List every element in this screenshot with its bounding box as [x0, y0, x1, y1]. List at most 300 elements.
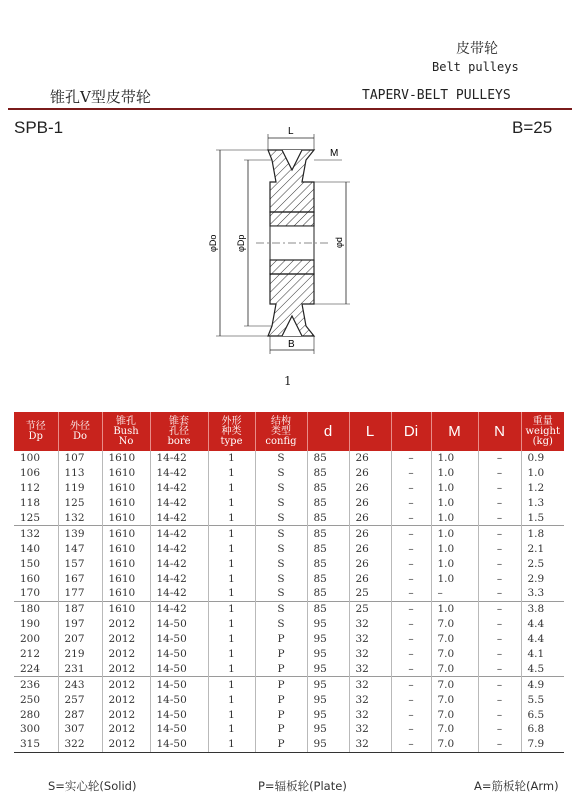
table-cell: 1.0 [431, 601, 478, 616]
table-cell: 7.0 [431, 707, 478, 722]
table-cell: S [255, 466, 307, 481]
table-cell: 14-42 [150, 526, 208, 541]
column-header-line: weight [525, 425, 561, 437]
table-cell: 2.1 [521, 541, 564, 556]
column-header-line: config [265, 435, 297, 447]
table-cell: 7.0 [431, 722, 478, 737]
column-header-line: Dp [28, 430, 43, 442]
table-cell: – [478, 737, 521, 752]
table-cell: 1 [208, 601, 255, 616]
table-cell: 32 [349, 617, 391, 632]
table-cell: – [391, 692, 431, 707]
table-cell: 26 [349, 541, 391, 556]
label-Dp: φDp [236, 234, 246, 252]
table-row [14, 451, 564, 466]
table-cell: 2012 [102, 707, 150, 722]
table-cell: 85 [307, 556, 349, 571]
table-cell: – [391, 586, 431, 601]
table-cell: 32 [349, 692, 391, 707]
table-cell: 95 [307, 617, 349, 632]
table-row [14, 692, 564, 707]
table-cell: 106 [20, 467, 41, 480]
table-cell: 4.4 [521, 617, 564, 632]
table-cell: 95 [307, 677, 349, 692]
table-cell: 1 [208, 466, 255, 481]
table-cell: 85 [307, 511, 349, 526]
table-cell: 1610 [102, 511, 150, 526]
table-cell: 2012 [102, 617, 150, 632]
table-row [14, 556, 564, 571]
table-cell: 300 [20, 723, 41, 736]
table-cell: 113 [58, 466, 102, 481]
table-cell: 200 [20, 633, 41, 646]
label-L: L [288, 126, 294, 137]
table-cell: 1.0 [431, 556, 478, 571]
table-cell: P [255, 737, 307, 752]
table-cell: – [478, 511, 521, 526]
table-cell: – [391, 677, 431, 692]
table-cell: 26 [349, 571, 391, 586]
column-header [255, 412, 307, 451]
table-cell: 147 [58, 541, 102, 556]
table-cell: 170 [20, 587, 41, 600]
table-cell: 212 [20, 648, 41, 661]
column-header [391, 412, 431, 451]
table-cell: 26 [349, 466, 391, 481]
column-header-line: Do [72, 430, 88, 442]
table-cell: 7.0 [431, 677, 478, 692]
table-row [14, 526, 564, 541]
section-title-en: TAPERV-BELT PULLEYS [362, 88, 511, 103]
table-cell: S [255, 617, 307, 632]
table-cell: 1.0 [521, 466, 564, 481]
table-cell: 14-42 [150, 496, 208, 511]
table-cell: 14-42 [150, 556, 208, 571]
table-cell: 95 [307, 707, 349, 722]
table-cell: 177 [58, 586, 102, 601]
column-header-line: 种类 [221, 425, 242, 437]
table-cell: S [255, 481, 307, 496]
table-cell: P [255, 692, 307, 707]
table-cell: 7.0 [431, 737, 478, 752]
table-row [14, 632, 564, 647]
table-cell: 219 [58, 647, 102, 662]
table-cell: S [255, 601, 307, 616]
table-cell: 95 [307, 737, 349, 752]
table-cell: 1610 [102, 496, 150, 511]
column-header-line: 锥套 [169, 415, 189, 427]
table-cell: 1610 [102, 466, 150, 481]
table-cell: 14-42 [150, 481, 208, 496]
table-cell: 85 [307, 451, 349, 466]
table-cell: 112 [20, 482, 41, 495]
table-row [14, 661, 564, 676]
table-cell: 32 [349, 647, 391, 662]
table-cell: 14-50 [150, 737, 208, 752]
table-cell: 95 [307, 661, 349, 676]
table-cell: 25 [349, 586, 391, 601]
table-cell: 14-42 [150, 571, 208, 586]
table-cell: 85 [307, 496, 349, 511]
table-cell: 160 [20, 572, 41, 585]
table-cell: 14-50 [150, 647, 208, 662]
table-cell: 1 [208, 647, 255, 662]
table-cell: 7.0 [431, 617, 478, 632]
table-cell: 7.0 [431, 632, 478, 647]
table-cell: 1610 [102, 586, 150, 601]
column-header [307, 412, 349, 451]
column-header [58, 412, 102, 451]
table-cell: 26 [349, 511, 391, 526]
column-header-line: 锥孔 [116, 415, 136, 427]
table-cell: 85 [307, 586, 349, 601]
table-cell: 1.0 [431, 526, 478, 541]
table-cell: 2012 [102, 647, 150, 662]
label-d: φd [334, 237, 344, 248]
table-cell: 2012 [102, 722, 150, 737]
label-B: B [288, 339, 295, 350]
table-cell: 4.4 [521, 632, 564, 647]
header-title-en: Belt pulleys [432, 60, 519, 74]
table-cell: 1.5 [521, 511, 564, 526]
table-cell: 207 [58, 632, 102, 647]
table-cell: 1 [208, 541, 255, 556]
table-cell: 6.5 [521, 707, 564, 722]
table-cell: 32 [349, 677, 391, 692]
table-cell: – [391, 632, 431, 647]
table-cell: 32 [349, 707, 391, 722]
table-cell: P [255, 707, 307, 722]
model-code: SPB-1 [14, 118, 64, 137]
table-cell: 14-50 [150, 677, 208, 692]
table-cell: – [391, 556, 431, 571]
table-cell: 307 [58, 722, 102, 737]
table-cell: P [255, 677, 307, 692]
table-cell: 1 [208, 496, 255, 511]
table-cell: 14-42 [150, 541, 208, 556]
table-cell: – [391, 617, 431, 632]
table-cell: 2012 [102, 632, 150, 647]
table-cell: 5.5 [521, 692, 564, 707]
table-cell: 14-50 [150, 707, 208, 722]
table-cell: – [431, 586, 478, 601]
table-cell: 150 [20, 557, 41, 570]
table-cell: 1.0 [431, 451, 478, 466]
table-cell: 250 [20, 693, 41, 706]
table-cell: 180 [14, 601, 58, 616]
table-cell: – [478, 722, 521, 737]
table-cell: – [478, 661, 521, 676]
table-cell: S [255, 526, 307, 541]
table-cell: 1610 [102, 526, 150, 541]
table-cell: – [478, 617, 521, 632]
table-row [14, 647, 564, 662]
column-header [208, 412, 255, 451]
label-M: M [330, 148, 339, 159]
table-cell: 85 [307, 541, 349, 556]
table-cell: – [391, 722, 431, 737]
table-cell: 3.8 [521, 601, 564, 616]
column-header-line: 孔径 [169, 425, 189, 437]
table-cell: – [478, 692, 521, 707]
table-cell: S [255, 586, 307, 601]
table-cell: 1610 [102, 451, 150, 466]
table-cell: 1 [208, 737, 255, 752]
column-header-line: 结构 [271, 415, 291, 427]
section-title-cn: 锥孔V型皮带轮 [50, 88, 151, 106]
table-cell: 1 [208, 677, 255, 692]
column-header [150, 412, 208, 451]
column-header-line: 外形 [221, 415, 242, 427]
table-cell: 95 [307, 692, 349, 707]
table-cell: 157 [58, 556, 102, 571]
table-cell: 1 [208, 586, 255, 601]
column-header [521, 412, 564, 451]
column-header-line: Bush [113, 425, 139, 437]
table-cell: – [478, 677, 521, 692]
table-cell: 32 [349, 722, 391, 737]
table-cell: 197 [58, 617, 102, 632]
table-cell: – [478, 707, 521, 722]
table-row [14, 496, 564, 511]
table-cell: 2012 [102, 677, 150, 692]
table-cell: 1610 [102, 481, 150, 496]
header-divider [8, 108, 572, 110]
table-cell: 2012 [102, 737, 150, 752]
table-cell: 1 [208, 722, 255, 737]
legend-arm: A=筋板轮(Arm) [474, 779, 559, 793]
table-cell: 1610 [102, 571, 150, 586]
table-row [14, 571, 564, 586]
table-cell: 139 [58, 526, 102, 541]
table-cell: 0.9 [521, 451, 564, 466]
table-cell: 1 [208, 632, 255, 647]
table-cell: 1.0 [431, 466, 478, 481]
column-header-line: (kg) [532, 435, 553, 447]
groove-width: B=25 [512, 118, 553, 137]
table-cell: 7.0 [431, 647, 478, 662]
column-header-line: 类型 [271, 425, 291, 437]
table-cell: 95 [307, 647, 349, 662]
table-cell: P [255, 722, 307, 737]
table-cell: 187 [58, 601, 102, 616]
table-cell: 95 [307, 722, 349, 737]
table-cell: 14-42 [150, 511, 208, 526]
table-cell: P [255, 661, 307, 676]
column-header [349, 412, 391, 451]
table-cell: – [391, 496, 431, 511]
column-header-line: 节径 [25, 420, 46, 432]
table-cell: 2.9 [521, 571, 564, 586]
table-cell: 140 [20, 542, 41, 555]
table-row [14, 466, 564, 481]
table-cell: 1.0 [431, 571, 478, 586]
table-cell: 287 [58, 707, 102, 722]
table-cell: – [478, 586, 521, 601]
table-cell: 100 [20, 452, 41, 465]
table-cell: 85 [307, 481, 349, 496]
table-header-row [14, 412, 564, 451]
table-cell: S [255, 496, 307, 511]
table-cell: – [391, 451, 431, 466]
table-cell: 3.3 [521, 586, 564, 601]
table-cell: 26 [349, 451, 391, 466]
legend-plate: P=辐板轮(Plate) [258, 779, 347, 793]
table-cell: 7.0 [431, 692, 478, 707]
table-cell: 1610 [102, 541, 150, 556]
table-row [14, 677, 564, 692]
table-cell: – [391, 541, 431, 556]
table-cell: 167 [58, 571, 102, 586]
table-cell: 85 [307, 526, 349, 541]
table-cell: 14-50 [150, 692, 208, 707]
label-Do: φDo [208, 234, 218, 252]
table-cell: 132 [14, 526, 58, 541]
table-cell: – [478, 451, 521, 466]
table-cell: 26 [349, 526, 391, 541]
specification-table [14, 412, 564, 753]
table-cell: 231 [58, 661, 102, 676]
table-cell: 4.5 [521, 661, 564, 676]
table-cell: 119 [58, 481, 102, 496]
table-cell: – [391, 601, 431, 616]
column-header-line: L [365, 422, 375, 440]
table-row [14, 601, 564, 616]
column-header-line: 外径 [70, 420, 90, 432]
table-cell: 1 [208, 451, 255, 466]
table-cell: 85 [307, 601, 349, 616]
table-cell: – [391, 511, 431, 526]
table-cell: – [478, 647, 521, 662]
column-header-line: No [118, 435, 134, 447]
table-cell: S [255, 541, 307, 556]
table-cell: 14-42 [150, 466, 208, 481]
table-cell: – [478, 601, 521, 616]
table-cell: 14-50 [150, 661, 208, 676]
table-cell: 4.1 [521, 647, 564, 662]
table-row [14, 541, 564, 556]
table-cell: 1610 [102, 556, 150, 571]
column-header [478, 412, 521, 451]
table-cell: – [478, 526, 521, 541]
table-row [14, 511, 564, 526]
column-header [102, 412, 150, 451]
table-row [14, 722, 564, 737]
table-cell: 1.0 [431, 496, 478, 511]
table-cell: 1.3 [521, 496, 564, 511]
column-header-line: N [494, 422, 505, 440]
column-header-line: Di [403, 422, 419, 440]
table-cell: 118 [20, 497, 41, 510]
table-cell: 14-42 [150, 586, 208, 601]
header-title-cn: 皮带轮 [456, 41, 498, 57]
column-header-line: 重量 [532, 415, 553, 427]
table-row [14, 586, 564, 601]
table-cell: 125 [20, 512, 41, 524]
table-cell: – [391, 647, 431, 662]
table-cell: 7.0 [431, 661, 478, 676]
table-cell: 7.9 [521, 737, 564, 752]
table-cell: 1 [208, 556, 255, 571]
table-cell: 6.8 [521, 722, 564, 737]
table-cell: S [255, 451, 307, 466]
table-cell: 1.0 [431, 541, 478, 556]
table-cell: – [391, 526, 431, 541]
table-row [14, 707, 564, 722]
table-cell: 14-50 [150, 617, 208, 632]
table-cell: – [478, 481, 521, 496]
table-cell: 14-42 [150, 451, 208, 466]
table-cell: 32 [349, 632, 391, 647]
figure-number: 1 [284, 374, 292, 388]
column-header-line: d [323, 422, 333, 440]
table-cell: 2012 [102, 661, 150, 676]
table-cell: 1 [208, 707, 255, 722]
table-cell: – [391, 571, 431, 586]
table-cell: 1 [208, 617, 255, 632]
table-cell: – [478, 632, 521, 647]
table-row [14, 617, 564, 632]
table-cell: 190 [20, 618, 41, 631]
column-header-line: bore [167, 435, 191, 447]
table-cell: 2012 [102, 692, 150, 707]
table-cell: 1 [208, 571, 255, 586]
table-cell: 1 [208, 511, 255, 526]
table-cell: – [391, 466, 431, 481]
table-cell: – [478, 541, 521, 556]
table-cell: 26 [349, 556, 391, 571]
table-row [14, 481, 564, 496]
table-cell: 14-50 [150, 632, 208, 647]
table-cell: 322 [58, 737, 102, 752]
table-cell: – [391, 707, 431, 722]
column-header [431, 412, 478, 451]
table-cell: S [255, 511, 307, 526]
table-cell: 26 [349, 481, 391, 496]
table-cell: 1610 [102, 601, 150, 616]
table-cell: 243 [58, 677, 102, 692]
table-cell: 1 [208, 481, 255, 496]
table-cell: 95 [307, 632, 349, 647]
table-cell: – [478, 556, 521, 571]
table-cell: – [391, 737, 431, 752]
table-cell: P [255, 647, 307, 662]
table-cell: 25 [349, 601, 391, 616]
table-cell: 1 [208, 692, 255, 707]
column-header-line: M [448, 422, 461, 440]
table-cell: 132 [58, 511, 102, 526]
table-cell: – [478, 466, 521, 481]
table-cell: 85 [307, 571, 349, 586]
table-cell: 85 [307, 466, 349, 481]
table-cell: 224 [20, 662, 41, 675]
pulley-cross-section-drawing [196, 120, 376, 360]
table-cell: 1.2 [521, 481, 564, 496]
table-cell: 1.8 [521, 526, 564, 541]
table-cell: 26 [349, 496, 391, 511]
table-cell: 107 [58, 451, 102, 466]
table-cell: 1.0 [431, 511, 478, 526]
table-cell: S [255, 571, 307, 586]
table-cell: 2.5 [521, 556, 564, 571]
column-header-line: type [220, 435, 243, 447]
table-row [14, 737, 564, 752]
legend-solid: S=实心轮(Solid) [48, 779, 137, 793]
column-header [14, 412, 58, 451]
table-cell: 4.9 [521, 677, 564, 692]
table-cell: 1 [208, 526, 255, 541]
table-cell: 236 [14, 677, 58, 692]
